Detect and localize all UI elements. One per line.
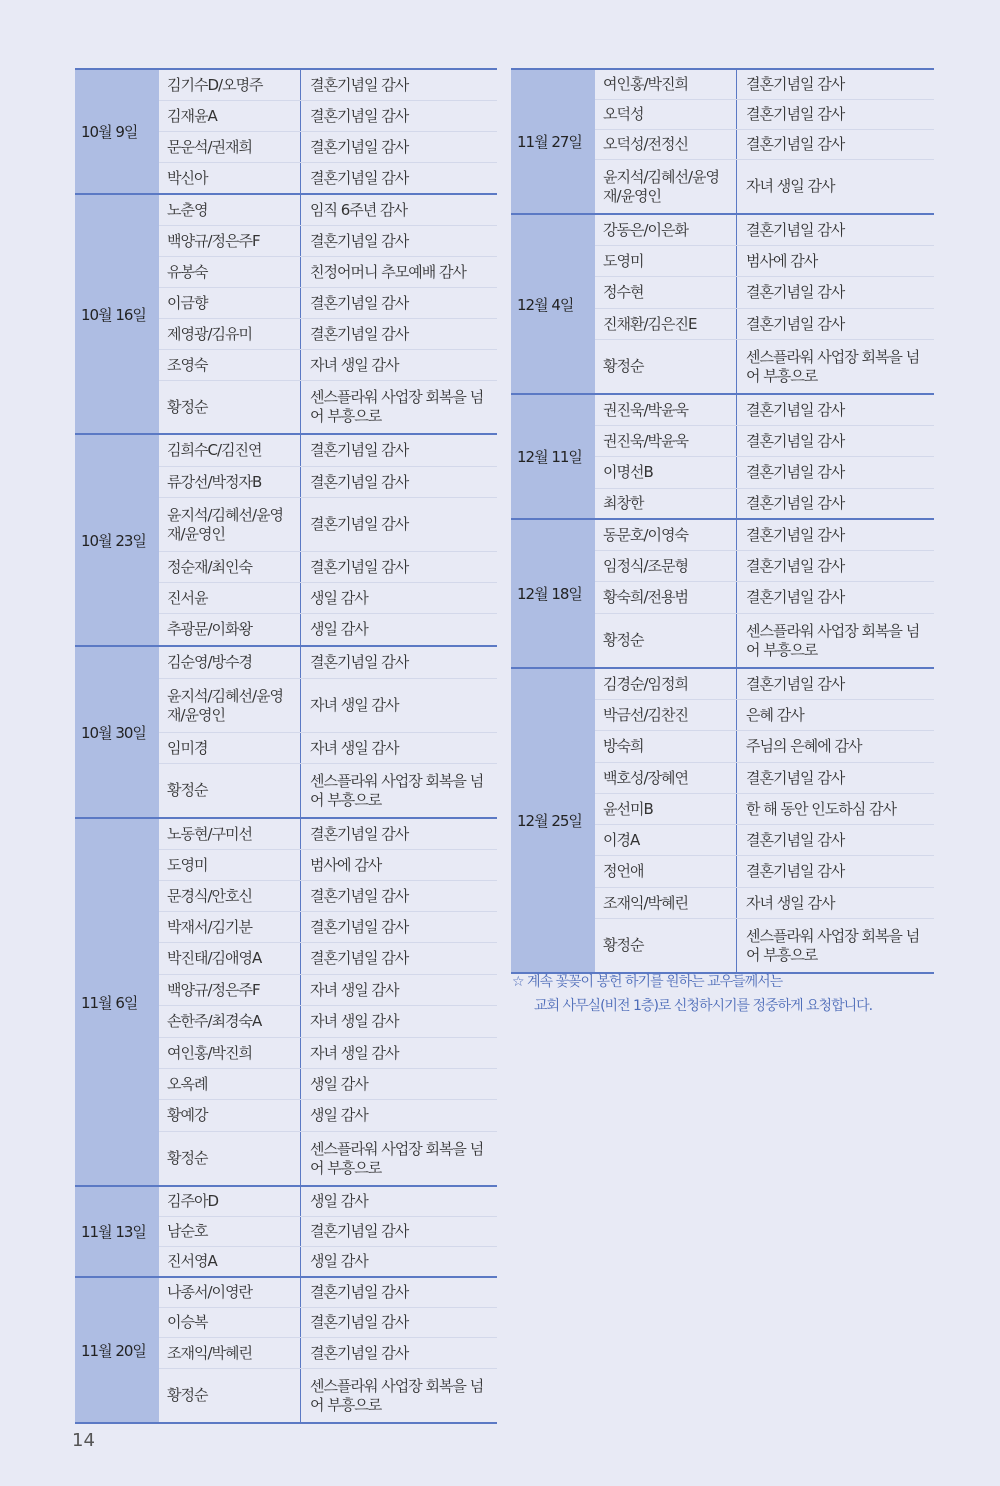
table-row (595, 245, 934, 276)
donor-name: 황예강 (159, 1100, 301, 1131)
offering-reason: 결혼기념일 감사 (746, 494, 845, 512)
donor-name: 방숙희 (595, 731, 737, 762)
table-row (159, 763, 497, 817)
date-group (75, 433, 497, 645)
donor-name: 진채환/김은진E (595, 309, 737, 339)
offering-reason: 결혼기념일 감사 (746, 314, 845, 333)
donor-name: 김순영/방수경 (159, 647, 301, 678)
offering-reason: 결혼기념일 감사 (310, 441, 409, 459)
table-row (159, 100, 497, 131)
footnote-line-2: 교회 사무실(비전 1층)로 신청하시기를 정중하게 요청합니다. (534, 998, 873, 1014)
donor-name: 황숙희/전용범 (595, 582, 737, 613)
table-row (595, 215, 934, 245)
table-row (159, 551, 497, 582)
donor-name: 조재익/박혜린 (595, 888, 737, 918)
table-row (159, 1131, 497, 1185)
date-label: 10월 16일 (75, 195, 159, 433)
donor-name: 노춘영 (159, 195, 301, 225)
date-group (75, 1185, 497, 1276)
offering-reason: 센스플라워 사업장 회복을 넘어 부흥으로 (746, 347, 920, 385)
offering-reason: 결혼기념일 감사 (310, 557, 409, 576)
table-row (159, 1099, 497, 1131)
donor-name: 제영광/김유미 (159, 319, 301, 349)
offering-reason: 범사에 감사 (746, 251, 818, 270)
offering-reason: 결혼기념일 감사 (310, 1283, 409, 1301)
donor-name: 김경순/임정희 (595, 669, 737, 699)
offering-reason: 친정어머니 추모예배 감사 (310, 262, 466, 281)
table-row (595, 855, 934, 887)
date-group (511, 518, 934, 667)
offering-reason: 결혼기념일 감사 (310, 917, 409, 936)
donor-name: 권진욱/박윤욱 (595, 395, 737, 425)
donor-name: 여인홍/박진희 (595, 70, 737, 99)
donor-name: 이명선B (595, 457, 737, 488)
table-row (159, 732, 497, 763)
table-row (159, 349, 497, 380)
offering-reason: 범사에 감사 (310, 855, 382, 874)
date-label: 10월 30일 (75, 647, 159, 817)
offering-reason: 결혼기념일 감사 (746, 400, 845, 419)
offering-reason: 결혼기념일 감사 (746, 283, 845, 301)
offering-reason: 자녀 생일 감사 (310, 980, 399, 999)
offering-reason: 결혼기념일 감사 (746, 588, 845, 606)
donor-name: 백호성/장혜연 (595, 763, 737, 793)
offering-reason: 은혜 감사 (746, 705, 804, 724)
donor-name: 진서윤 (159, 583, 301, 613)
date-group (75, 1276, 497, 1424)
table-row (595, 70, 934, 99)
donor-name: 윤지석/김혜선/윤영재/윤영인 (159, 679, 301, 732)
table-row (159, 880, 497, 911)
table-row (595, 99, 934, 129)
table-row (595, 129, 934, 159)
offering-reason: 센스플라워 사업장 회복을 넘어 부흥으로 (310, 1139, 484, 1177)
donor-name: 백양규/정은주F (159, 975, 301, 1005)
donor-name: 황정순 (159, 381, 301, 433)
offering-reason: 센스플라워 사업장 회복을 넘어 부흥으로 (746, 621, 920, 659)
offering-reason: 결혼기념일 감사 (310, 324, 409, 343)
table-row (159, 1005, 497, 1037)
date-group (75, 193, 497, 433)
table-row (595, 395, 934, 425)
offering-reason: 자녀 생일 감사 (746, 177, 835, 195)
offering-reason: 자녀 생일 감사 (310, 1043, 399, 1062)
table-row (595, 339, 934, 393)
donor-name: 황정순 (159, 1369, 301, 1422)
offering-reason: 결혼기념일 감사 (746, 135, 845, 153)
offering-reason: 결혼기념일 감사 (746, 463, 845, 481)
table-row (159, 974, 497, 1005)
offering-reason: 생일 감사 (310, 1074, 368, 1093)
offering-reason: 결혼기념일 감사 (746, 525, 845, 544)
table-row (159, 647, 497, 678)
offering-reason: 결혼기념일 감사 (310, 293, 409, 312)
donor-name: 이금향 (159, 288, 301, 318)
donor-name: 김재윤A (159, 101, 301, 131)
table-row (159, 70, 497, 100)
donor-name: 류강선/박정자B (159, 467, 301, 497)
table-row (595, 918, 934, 972)
table-row (159, 435, 497, 466)
donor-name: 오덕성 (595, 100, 737, 129)
donor-name: 임미경 (159, 733, 301, 763)
donor-name: 오옥례 (159, 1069, 301, 1099)
date-label: 11월 20일 (75, 1278, 159, 1422)
offering-reason: 결혼기념일 감사 (746, 830, 845, 849)
table-row (595, 762, 934, 793)
date-group (511, 667, 934, 974)
table-row (595, 793, 934, 824)
donor-name: 조재익/박혜린 (159, 1338, 301, 1368)
date-label: 10월 23일 (75, 435, 159, 645)
donor-name: 김기수D/오명주 (159, 70, 301, 100)
donor-name: 남순호 (159, 1217, 301, 1246)
table-row (159, 613, 497, 645)
offering-reason: 결혼기념일 감사 (310, 106, 409, 125)
donor-name: 백양규/정은주F (159, 226, 301, 256)
date-group (75, 645, 497, 817)
table-row (595, 550, 934, 581)
date-label: 11월 27일 (511, 70, 595, 213)
offering-reason: 임직 6주년 감사 (310, 200, 408, 219)
table-row (159, 225, 497, 256)
footnote (512, 970, 942, 1018)
footnote-line-1: ☆ 계속 꽃꽂이 봉헌 하기를 원하는 교우들께서는 (512, 974, 783, 990)
donor-name: 동문호/이영숙 (595, 520, 737, 550)
donor-name: 오덕성/전정신 (595, 130, 737, 159)
table-row (159, 162, 497, 193)
table-row (159, 1187, 497, 1216)
table-row (595, 669, 934, 699)
table-row (159, 287, 497, 318)
date-group (511, 213, 934, 393)
date-label: 12월 4일 (511, 215, 595, 393)
offering-table-right (511, 68, 934, 974)
offering-reason: 결혼기념일 감사 (746, 105, 845, 123)
offering-table-left (75, 68, 497, 1424)
table-row (159, 466, 497, 497)
offering-reason: 생일 감사 (310, 1192, 368, 1210)
table-row (159, 1307, 497, 1337)
date-label: 11월 13일 (75, 1187, 159, 1276)
table-row (159, 849, 497, 880)
offering-reason: 생일 감사 (310, 620, 368, 638)
donor-name: 손한주/최경숙A (159, 1006, 301, 1037)
table-row (595, 581, 934, 613)
offering-reason: 결혼기념일 감사 (746, 768, 845, 787)
donor-name: 도영미 (159, 850, 301, 880)
offering-reason: 결혼기념일 감사 (310, 137, 409, 156)
donor-name: 강동은/이은화 (595, 215, 737, 245)
offering-reason: 결혼기념일 감사 (746, 674, 845, 693)
offering-reason: 결혼기념일 감사 (310, 824, 409, 843)
table-row (159, 1037, 497, 1068)
table-row (159, 1068, 497, 1099)
table-row (159, 380, 497, 433)
donor-name: 나종서/이영란 (159, 1278, 301, 1307)
table-row (595, 425, 934, 456)
table-row (159, 195, 497, 225)
offering-reason: 자녀 생일 감사 (310, 738, 399, 757)
table-row (595, 824, 934, 855)
table-row (595, 456, 934, 488)
offering-reason: 결혼기념일 감사 (310, 75, 409, 94)
table-row (159, 942, 497, 974)
offering-reason: 주님의 은혜에 감사 (746, 737, 862, 755)
table-row (595, 520, 934, 550)
table-row (159, 131, 497, 162)
offering-reason: 결혼기념일 감사 (310, 1343, 409, 1362)
offering-reason: 결혼기념일 감사 (310, 653, 409, 671)
page-number: 14 (72, 1430, 95, 1451)
offering-reason: 결혼기념일 감사 (310, 472, 409, 491)
offering-reason: 결혼기념일 감사 (746, 75, 845, 93)
date-group (75, 68, 497, 193)
table-row (159, 678, 497, 732)
date-label: 12월 11일 (511, 395, 595, 518)
table-row (159, 497, 497, 551)
table-row (595, 308, 934, 339)
donor-name: 박신아 (159, 163, 301, 193)
donor-name: 황정순 (159, 764, 301, 817)
offering-reason: 한 해 동안 인도하심 감사 (746, 799, 896, 818)
offering-reason: 결혼기념일 감사 (746, 431, 845, 450)
offering-reason: 생일 감사 (310, 1106, 368, 1124)
donor-name: 황정순 (595, 340, 737, 393)
donor-name: 박재서/김기분 (159, 912, 301, 942)
table-row (159, 1216, 497, 1246)
table-row (595, 159, 934, 213)
offering-reason: 자녀 생일 감사 (310, 355, 399, 374)
donor-name: 임정식/조문형 (595, 551, 737, 581)
offering-reason: 자녀 생일 감사 (310, 696, 399, 714)
donor-name: 황정순 (595, 919, 737, 972)
date-label: 10월 9일 (75, 70, 159, 193)
donor-name: 정언애 (595, 856, 737, 887)
date-group (511, 68, 934, 213)
donor-name: 황정순 (595, 614, 737, 667)
offering-reason: 결혼기념일 감사 (310, 1313, 409, 1331)
table-row (159, 582, 497, 613)
table-row (159, 256, 497, 287)
donor-name: 유봉숙 (159, 257, 301, 287)
table-row (159, 1368, 497, 1422)
table-row (159, 318, 497, 349)
offering-reason: 결혼기념일 감사 (310, 515, 409, 533)
donor-name: 최창한 (595, 489, 737, 518)
date-group (75, 817, 497, 1185)
table-row (595, 730, 934, 762)
table-row (159, 1278, 497, 1307)
offering-reason: 생일 감사 (310, 588, 368, 607)
offering-reason: 결혼기념일 감사 (746, 862, 845, 880)
date-label: 11월 6일 (75, 819, 159, 1185)
table-row (595, 276, 934, 308)
offering-reason: 자녀 생일 감사 (746, 893, 835, 912)
offering-reason: 결혼기념일 감사 (746, 556, 845, 575)
donor-name: 문경식/안호신 (159, 881, 301, 911)
donor-name: 정수현 (595, 277, 737, 308)
donor-name: 권진욱/박윤욱 (595, 426, 737, 456)
offering-reason: 결혼기념일 감사 (310, 1222, 409, 1240)
donor-name: 추광문/이화왕 (159, 614, 301, 645)
donor-name: 문운석/권재희 (159, 132, 301, 162)
offering-reason: 센스플라워 사업장 회복을 넘어 부흥으로 (746, 926, 920, 964)
donor-name: 윤지석/김혜선/윤영재/윤영인 (595, 160, 737, 213)
table-row (595, 613, 934, 667)
table-row (159, 1246, 497, 1276)
donor-name: 여인홍/박진희 (159, 1038, 301, 1068)
donor-name: 박금선/김찬진 (595, 700, 737, 730)
offering-reason: 자녀 생일 감사 (310, 1012, 399, 1030)
donor-name: 정순재/최인숙 (159, 552, 301, 582)
donor-name: 이경A (595, 825, 737, 855)
donor-name: 윤지석/김혜선/윤영재/윤영인 (159, 498, 301, 551)
date-label: 12월 18일 (511, 520, 595, 667)
offering-reason: 생일 감사 (310, 1252, 368, 1270)
offering-reason: 결혼기념일 감사 (310, 231, 409, 250)
donor-name: 윤선미B (595, 794, 737, 824)
table-row (595, 699, 934, 730)
offering-reason: 결혼기념일 감사 (746, 220, 845, 239)
donor-name: 노동현/구미선 (159, 819, 301, 849)
table-row (159, 911, 497, 942)
offering-reason: 센스플라워 사업장 회복을 넘어 부흥으로 (310, 388, 484, 425)
donor-name: 황정순 (159, 1132, 301, 1185)
offering-reason: 센스플라워 사업장 회복을 넘어 부흥으로 (310, 1376, 484, 1414)
date-label: 12월 25일 (511, 669, 595, 972)
offering-reason: 센스플라워 사업장 회복을 넘어 부흥으로 (310, 771, 484, 809)
donor-name: 김주아D (159, 1187, 301, 1216)
date-group (511, 393, 934, 518)
table-row (595, 488, 934, 518)
table-row (595, 887, 934, 918)
table-row (159, 819, 497, 849)
donor-name: 조영숙 (159, 350, 301, 380)
donor-name: 박진태/김애영A (159, 943, 301, 974)
donor-name: 이승복 (159, 1308, 301, 1337)
offering-reason: 결혼기념일 감사 (310, 949, 409, 967)
donor-name: 진서영A (159, 1247, 301, 1276)
offering-reason: 결혼기념일 감사 (310, 168, 409, 187)
offering-reason: 결혼기념일 감사 (310, 886, 409, 905)
table-row (159, 1337, 497, 1368)
donor-name: 김희수C/김진연 (159, 435, 301, 466)
donor-name: 도영미 (595, 246, 737, 276)
